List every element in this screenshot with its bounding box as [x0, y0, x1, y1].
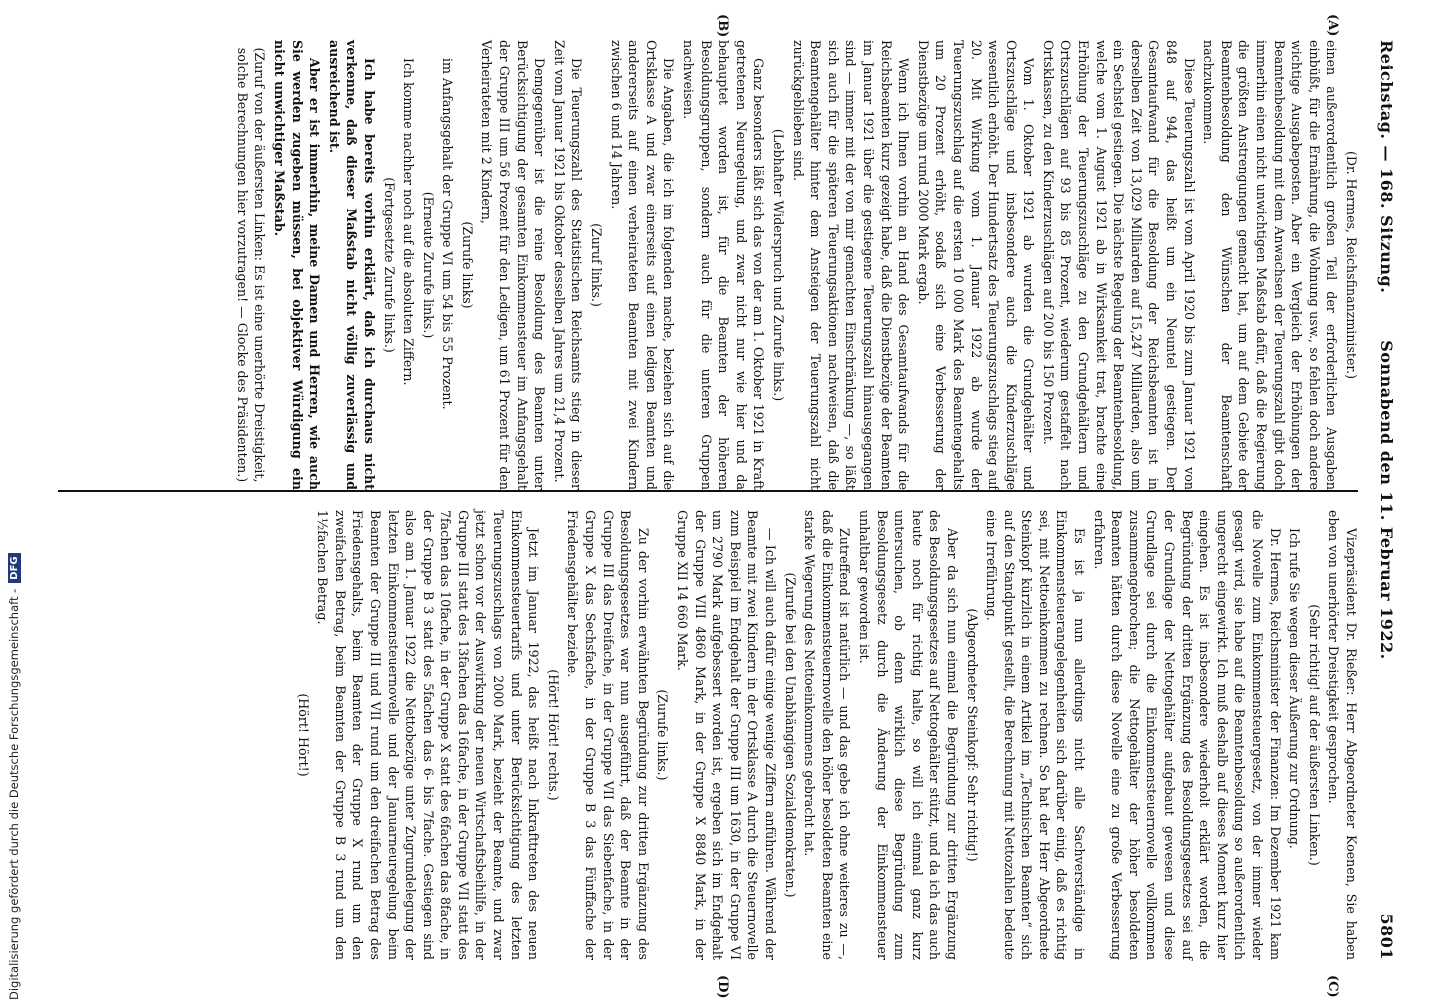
paragraph: Wenn ich Ihnen vorhin an Hand des Gesamtaufwands für die Reichsbeamten kurz gezeigt habe, daß die Dienstbezüge der Beamten im Januar 1921 über die gestiegene Teuerungszahl hinausgegangen sind — immer mit der von mir gemachten Einschränkung —, so läßt sich auch für die späteren Teuerungsaktionen nachweisen, daß die Beamtengehälter hinter dem Ansteigen der Teuerungszahl nicht zurückgeblieben sind.	[790, 40, 912, 490]
interjection: (Fortgesetzte Zurufe links.)	[381, 177, 397, 353]
paragraph: Die Angaben, die ich im folgenden mache, beziehen sich auf die Ortsklasse A und zwar einerseits auf einen ledigen Beamten und andererseits auf einen verheirateten Beamten mit zwei Kindern zwischen 6 und 14 Jahren.	[608, 40, 677, 490]
interjection: (Zuruf von der äußersten Linken: Es ist eine unerhörte Dreistigkeit, solche Berechnungen hier vorzutragen! — Glocke des Präsidenten.)	[234, 47, 268, 483]
paragraph: Diese Teuerungszahl ist vom April 1920 bis zum Januar 1921 von 848 auf 944, das heißt um ein Neuntel gestiegen. Der Gesamtaufwand für die Besoldung der Reichsbeamten ist in derselben Zeit von 13,029 Milliarden auf 15,247 Milliarden, also um ein Sechstel gestiegen. Die nächste Regelung der Beamtenbesoldung, welche vom 1. August 1921 ab in Wirksamkeit trat, brachte eine Erhöhung der Teuerungszuschläge zu den Grundgehältern und Ortszuschlägen auf 93 bis 85 Prozent, wiederum gestaffelt nach Ortsklassen, zu den Kinderzuschlägen auf 200 bis 150 Prozent.	[1040, 40, 1197, 490]
margin-marker-d: (D)	[715, 975, 730, 999]
interjection: (Erneute Zurufe links.)	[420, 191, 436, 339]
paragraph: im Anfangsgehalt der Gruppe VI um 54 bis 55 Prozent.	[440, 58, 456, 410]
page-number: 5801	[1377, 913, 1396, 960]
paragraph: Ich rufe Sie wegen dieser Äußerung zur Ordnung.	[1287, 528, 1303, 849]
margin-marker-c: (C)	[1325, 975, 1340, 998]
margin-marker-a: (A)	[1325, 14, 1340, 37]
paragraph: einen außerordentlich großen Teil der erforderlichen Ausgaben einbüßt, für die Ernährung, die Wohnung usw., so fehlen doch andere wichtige Ausgabeposten. Aber ein Vergleich der Erhöhungen der Beamtenbesoldung mit dem Anwachsen der Teuerungszahl gibt doch immerhin einen nicht unwichtigen Maßstab dafür, daß die Regierung die größten Anstrengungen gemacht hat, um auf dem Gebiete der Beamtenbesoldung den Wünschen der Beamtenschaft nachzukommen.	[1201, 40, 1340, 490]
paragraph: Aber da sich nun einmal die Begründung zur dritten Ergänzung des Besoldungsgesetzes auf Nettogehälter stützt, und da ich das auch heute noch für richtig halte, so will ich einmal ganz kurz untersuchen, ob denn wirklich diese Begründung zum Besoldungsgesetz durch die Änderung der Einkommensteuer unhaltbar geworden ist.	[856, 510, 960, 960]
interjection: (Hört! Hört!)	[295, 693, 311, 777]
paragraph: Ich habe bereits vorhin erklärt, daß ich durchaus nicht verkenne, daß dieser Maßstab nicht völlig zuverlässig und ausreichend ist.	[326, 40, 377, 490]
paragraph: — Ich will auch dafür einige wenige Ziffern anführen. Während der Beamte mit zwei Kindern in der Ortsklasse A durch die Steuernovelle zum Beispiel im Endgehalt der Gruppe III um 1630, in der Gruppe VI um 2790 Mark aufgebessert worden ist, ergeben sich im Endgehalt der Gruppe VIII 4860 Mark, in der Gruppe X 8840 Mark, in der Gruppe XII 14 660 Mark.	[675, 510, 778, 960]
paragraph: Dr. Hermes, Reichsminister der Finanzen: Im Dezember 1921 kam die Novelle zum Einkommensteuergesetz, von der immer wieder gesagt wird, sie habe auf die Beamtenbesoldung so außerordentlich ungerecht eingewirkt. Ich muß deshalb auf dieses Moment kurz hier eingehen. Es ist insbesondere wiederholt erklärt worden, die Begründung der dritten Ergänzung des Besoldungsgesetzes sei auf der Grundlage der Nettogehälter aufgebaut gewesen und diese Grundlage sei durch die Einkommensteuernovelle vollkommen zusammengebrochen; die Nettogehälter der höher besoldeten Beamten hätten durch diese Novelle eine zu große Verbesserung erfahren.	[1091, 510, 1283, 960]
interjection: (Hört! Hört! rechts.)	[545, 669, 561, 801]
dfg-logo: DFG	[8, 553, 21, 582]
header-date: Sonnabend den 11. Februar 1922.	[1377, 340, 1396, 660]
footer-text: Digitalisierung gefördert durch die Deutsche Forschungsgemeinschaft -	[7, 588, 21, 1000]
paragraph: Die Teuerungszahl des Statistischen Reichsamts stieg in dieser Zeit vom Januar 1921 bis Oktober desselben Jahres um 21,4 Prozent.	[551, 40, 585, 490]
paragraph: Zu der vorhin erwähnten Begründung zur dritten Ergänzung des Besoldungsgesetzes war nun ausgeführt, daß der Beamte in der Gruppe III das Dreifache, in der Gruppe VII das Siebenfache, in der Gruppe X das Sechsfache, in der Gruppe B 3 das Fünffache der Friedensgehälter beziehe.	[565, 510, 651, 960]
right-column	[50, 510, 1360, 960]
interjection: (Lebhafter Widerspruch und Zurufe links.)	[771, 128, 786, 402]
page-header	[1368, 40, 1402, 960]
margin-marker-b: (B)	[715, 14, 730, 38]
paragraph: Es ist ja nun allerdings nicht alle Sachverständige in Einkommensteuerangelegenheiten sich darüber einig, daß es richtig sei, mit Nettoeinkommen zu rechnen. So hat der Herr Abgeordnete Steinkopf kürzlich in einem Artikel im „Technischen Beamten“ sich auf den Standpunkt gestellt, die Berechnung mit Nettozahlen bedeute eine Irreführung.	[984, 510, 1088, 960]
digitization-footer	[4, 15, 24, 1000]
paragraph: Jetzt im Januar 1922, das heißt nach Inkrafttreten des neuen Einkommensteuertarifs und unter Berücksichtigung des letzten Teuerungszuschlags von 2000 Mark, bezieht der Beamte, und zwar jetzt schon vor der Auswirkung der neuen Wirtschaftsbeihilfe, in der Gruppe III statt des 13fachen das 16fache, in der Gruppe VII statt des 7fachen das 10fache, in der Gruppe X statt des 6fachen das 8fache, in der Gruppe B 3 statt des 5fachen das 6- bis 7fache. Gestiegen sind also am 1. Januar 1922 die Nettobezüge unter Zugrundelegung der letzten Einkommensteuernovelle und der Januarneuregelung beim Beamten der Gruppe III und VII rund um den dreifachen Betrag des Friedensgehalts, beim Beamten der Gruppe X rund um den zweifachen Betrag, beim Beamten der Gruppe B 3 rund um den 1½fachen Betrag.	[315, 510, 542, 960]
left-column	[50, 40, 1360, 490]
interjection: (Zuruf links.)	[589, 223, 605, 307]
rotated-content	[15, 0, 1410, 1000]
paragraph: Ganz besonders läßt sich das von der am 1. Oktober 1921 in Kraft getretenen Neuregelung, und zwar nicht nur wie hier und da behauptet worden ist, für die Beamten der höheren Besoldungsgruppen, sondern auch für die unteren Gruppen nachweisen.	[681, 40, 767, 490]
paragraph: Vizepräsident Dr. Rießer: Herr Abgeordneter Koenen, Sie haben eben von unerhörter Dreistigkeit gesprochen.	[1326, 510, 1359, 960]
header-left: Reichstag. — 168. Sitzung.	[1377, 40, 1396, 294]
interjection: (Zurufe links.)	[655, 689, 671, 781]
paragraph: Demgegenüber ist die reine Besoldung des Beamten unter Berücksichtigung der gesamten Einkommensteuer im Anfangsgehalt der Gruppe III um 56 Prozent für den Ledigen, um 61 Prozent für den Verheirateten mit 2 Kindern,	[479, 40, 548, 490]
interjection: (Zurufe bei den Unabhängigen Sozialdemokraten.)	[782, 572, 798, 898]
paragraph: Ich komme nachher noch auf die absoluten Ziffern.	[401, 58, 417, 386]
interjection: (Zurufe links)	[459, 221, 475, 309]
paragraph: Vom 1. Oktober 1921 ab wurden die Grundgehälter und Ortszuschläge und insbesondere auch die Kinderzuschläge wesentlich erhöht. Der Hundertsatz des Teuerungszuschlags stieg auf 20. Mit Wirkung vom 1. Januar 1922 ab wurde der Teuerungszuschlag auf die ersten 10 000 Mark des Beamtengehalts um 20 Prozent erhöht, sodaß sich eine Verbesserung der Dienstbezüge um rund 2000 Mark ergab.	[915, 40, 1037, 490]
speaker-line: (Dr. Hermes, Reichsfinanzminister.)	[1344, 151, 1359, 379]
column-divider	[58, 490, 1358, 492]
interjection: (Sehr richtig! auf der äußersten Linken.)	[1306, 604, 1322, 866]
paragraph: Aber er ist immerhin, meine Damen und Herren, wie auch Sie werden zugeben müssen, bei objektiver Würdigung ein nicht unwichtiger Maßstab.	[271, 40, 323, 490]
interjection: (Abgeordneter Steinkopf: Sehr richtig!)	[964, 608, 980, 862]
paragraph: Zutreffend ist natürlich — und das gebe ich ohne weiteres zu —, daß die Einkommensteuernovelle den höher besoldeten Beamten eine starke Wegerung des Nettoeinkommens gebracht hat.	[802, 510, 853, 960]
